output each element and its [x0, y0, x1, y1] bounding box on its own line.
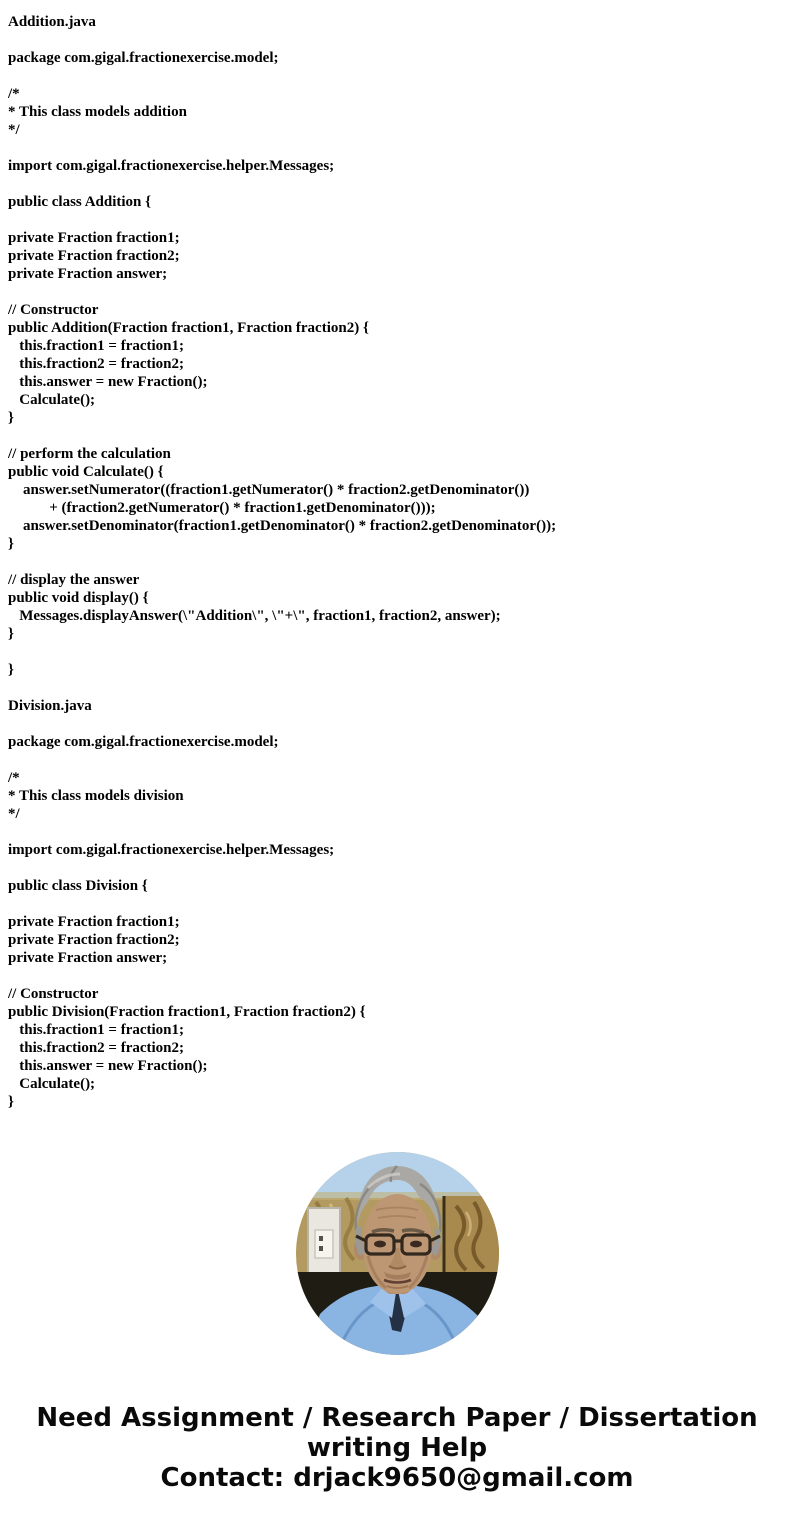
- footer-line-2: writing Help: [306, 1433, 488, 1463]
- code-line: this.fraction2 = fraction2;: [8, 356, 185, 372]
- code-line: Addition.java: [8, 14, 96, 30]
- code-line: [8, 175, 786, 193]
- code-line: private Fraction answer;: [8, 266, 168, 282]
- code-line: this.fraction1 = fraction1;: [8, 338, 185, 354]
- code-line: Messages.displayAnswer(\"Addition\", \"+\", fraction1, fraction2, answer);: [8, 608, 501, 624]
- code-line: * This class models division: [8, 788, 184, 804]
- code-line: answer.setNumerator((fraction1.getNumerator() * fraction2.getDenominator()): [8, 482, 530, 498]
- code-line: import com.gigal.fractionexercise.helper.Messages;: [8, 158, 335, 174]
- code-line: private Fraction fraction2;: [8, 248, 180, 264]
- footer-line-1: Need Assignment / Research Paper / Dissertation: [36, 1403, 758, 1433]
- code-line: // perform the calculation: [8, 446, 171, 462]
- code-line: [8, 967, 786, 985]
- code-line: [8, 283, 786, 301]
- code-line: * This class models addition: [8, 104, 187, 120]
- code-line: private Fraction answer;: [8, 950, 168, 966]
- code-line: [8, 31, 786, 49]
- code-line: // display the answer: [8, 572, 140, 588]
- code-line: Calculate();: [8, 1076, 96, 1092]
- code-line: this.fraction1 = fraction1;: [8, 1022, 185, 1038]
- code-line: private Fraction fraction1;: [8, 230, 180, 246]
- code-line: /*: [8, 86, 20, 102]
- code-line: // Constructor: [8, 986, 99, 1002]
- code-line: [8, 139, 786, 157]
- code-line: [8, 859, 786, 877]
- code-line: public void display() {: [8, 590, 149, 606]
- code-line: }: [8, 662, 14, 678]
- code-line: }: [8, 1094, 14, 1110]
- code-line: [8, 427, 786, 445]
- code-line: }: [8, 410, 14, 426]
- code-line: [8, 751, 786, 769]
- code-line: [8, 823, 786, 841]
- footer-contact-email: Contact: drjack9650@gmail.com: [160, 1463, 634, 1493]
- code-line: public Addition(Fraction fraction1, Fraction fraction2) {: [8, 320, 369, 336]
- code-line: public class Division {: [8, 878, 148, 894]
- code-line: [8, 67, 786, 85]
- code-line: }: [8, 536, 14, 552]
- code-line: import com.gigal.fractionexercise.helper.Messages;: [8, 842, 335, 858]
- code-line: [8, 679, 786, 697]
- code-line: [8, 895, 786, 913]
- code-line: Calculate();: [8, 392, 96, 408]
- code-line: answer.setDenominator(fraction1.getDenominator() * fraction2.getDenominator());: [8, 518, 557, 534]
- portrait-photo: [296, 1152, 499, 1355]
- code-line: [8, 211, 786, 229]
- code-line: private Fraction fraction2;: [8, 932, 180, 948]
- photo-container: [0, 1152, 794, 1355]
- code-line: public void Calculate() {: [8, 464, 164, 480]
- code-line: */: [8, 806, 20, 822]
- code-line: private Fraction fraction1;: [8, 914, 180, 930]
- code-line: /*: [8, 770, 20, 786]
- code-line: + (fraction2.getNumerator() * fraction1.getDenominator()));: [8, 500, 436, 516]
- footer-ad: [0, 1403, 794, 1493]
- code-line: */: [8, 122, 20, 138]
- code-line: [8, 553, 786, 571]
- code-line: }: [8, 626, 14, 642]
- code-line: this.answer = new Fraction();: [8, 374, 208, 390]
- code-line: // Constructor: [8, 302, 99, 318]
- code-line: package com.gigal.fractionexercise.model;: [8, 50, 279, 66]
- code-line: public class Addition {: [8, 194, 152, 210]
- code-line: this.answer = new Fraction();: [8, 1058, 208, 1074]
- code-line: this.fraction2 = fraction2;: [8, 1040, 185, 1056]
- code-line: [8, 715, 786, 733]
- code-line: package com.gigal.fractionexercise.model;: [8, 734, 279, 750]
- code-line: public Division(Fraction fraction1, Fraction fraction2) {: [8, 1004, 366, 1020]
- code-line: [8, 643, 786, 661]
- code-line: Division.java: [8, 698, 92, 714]
